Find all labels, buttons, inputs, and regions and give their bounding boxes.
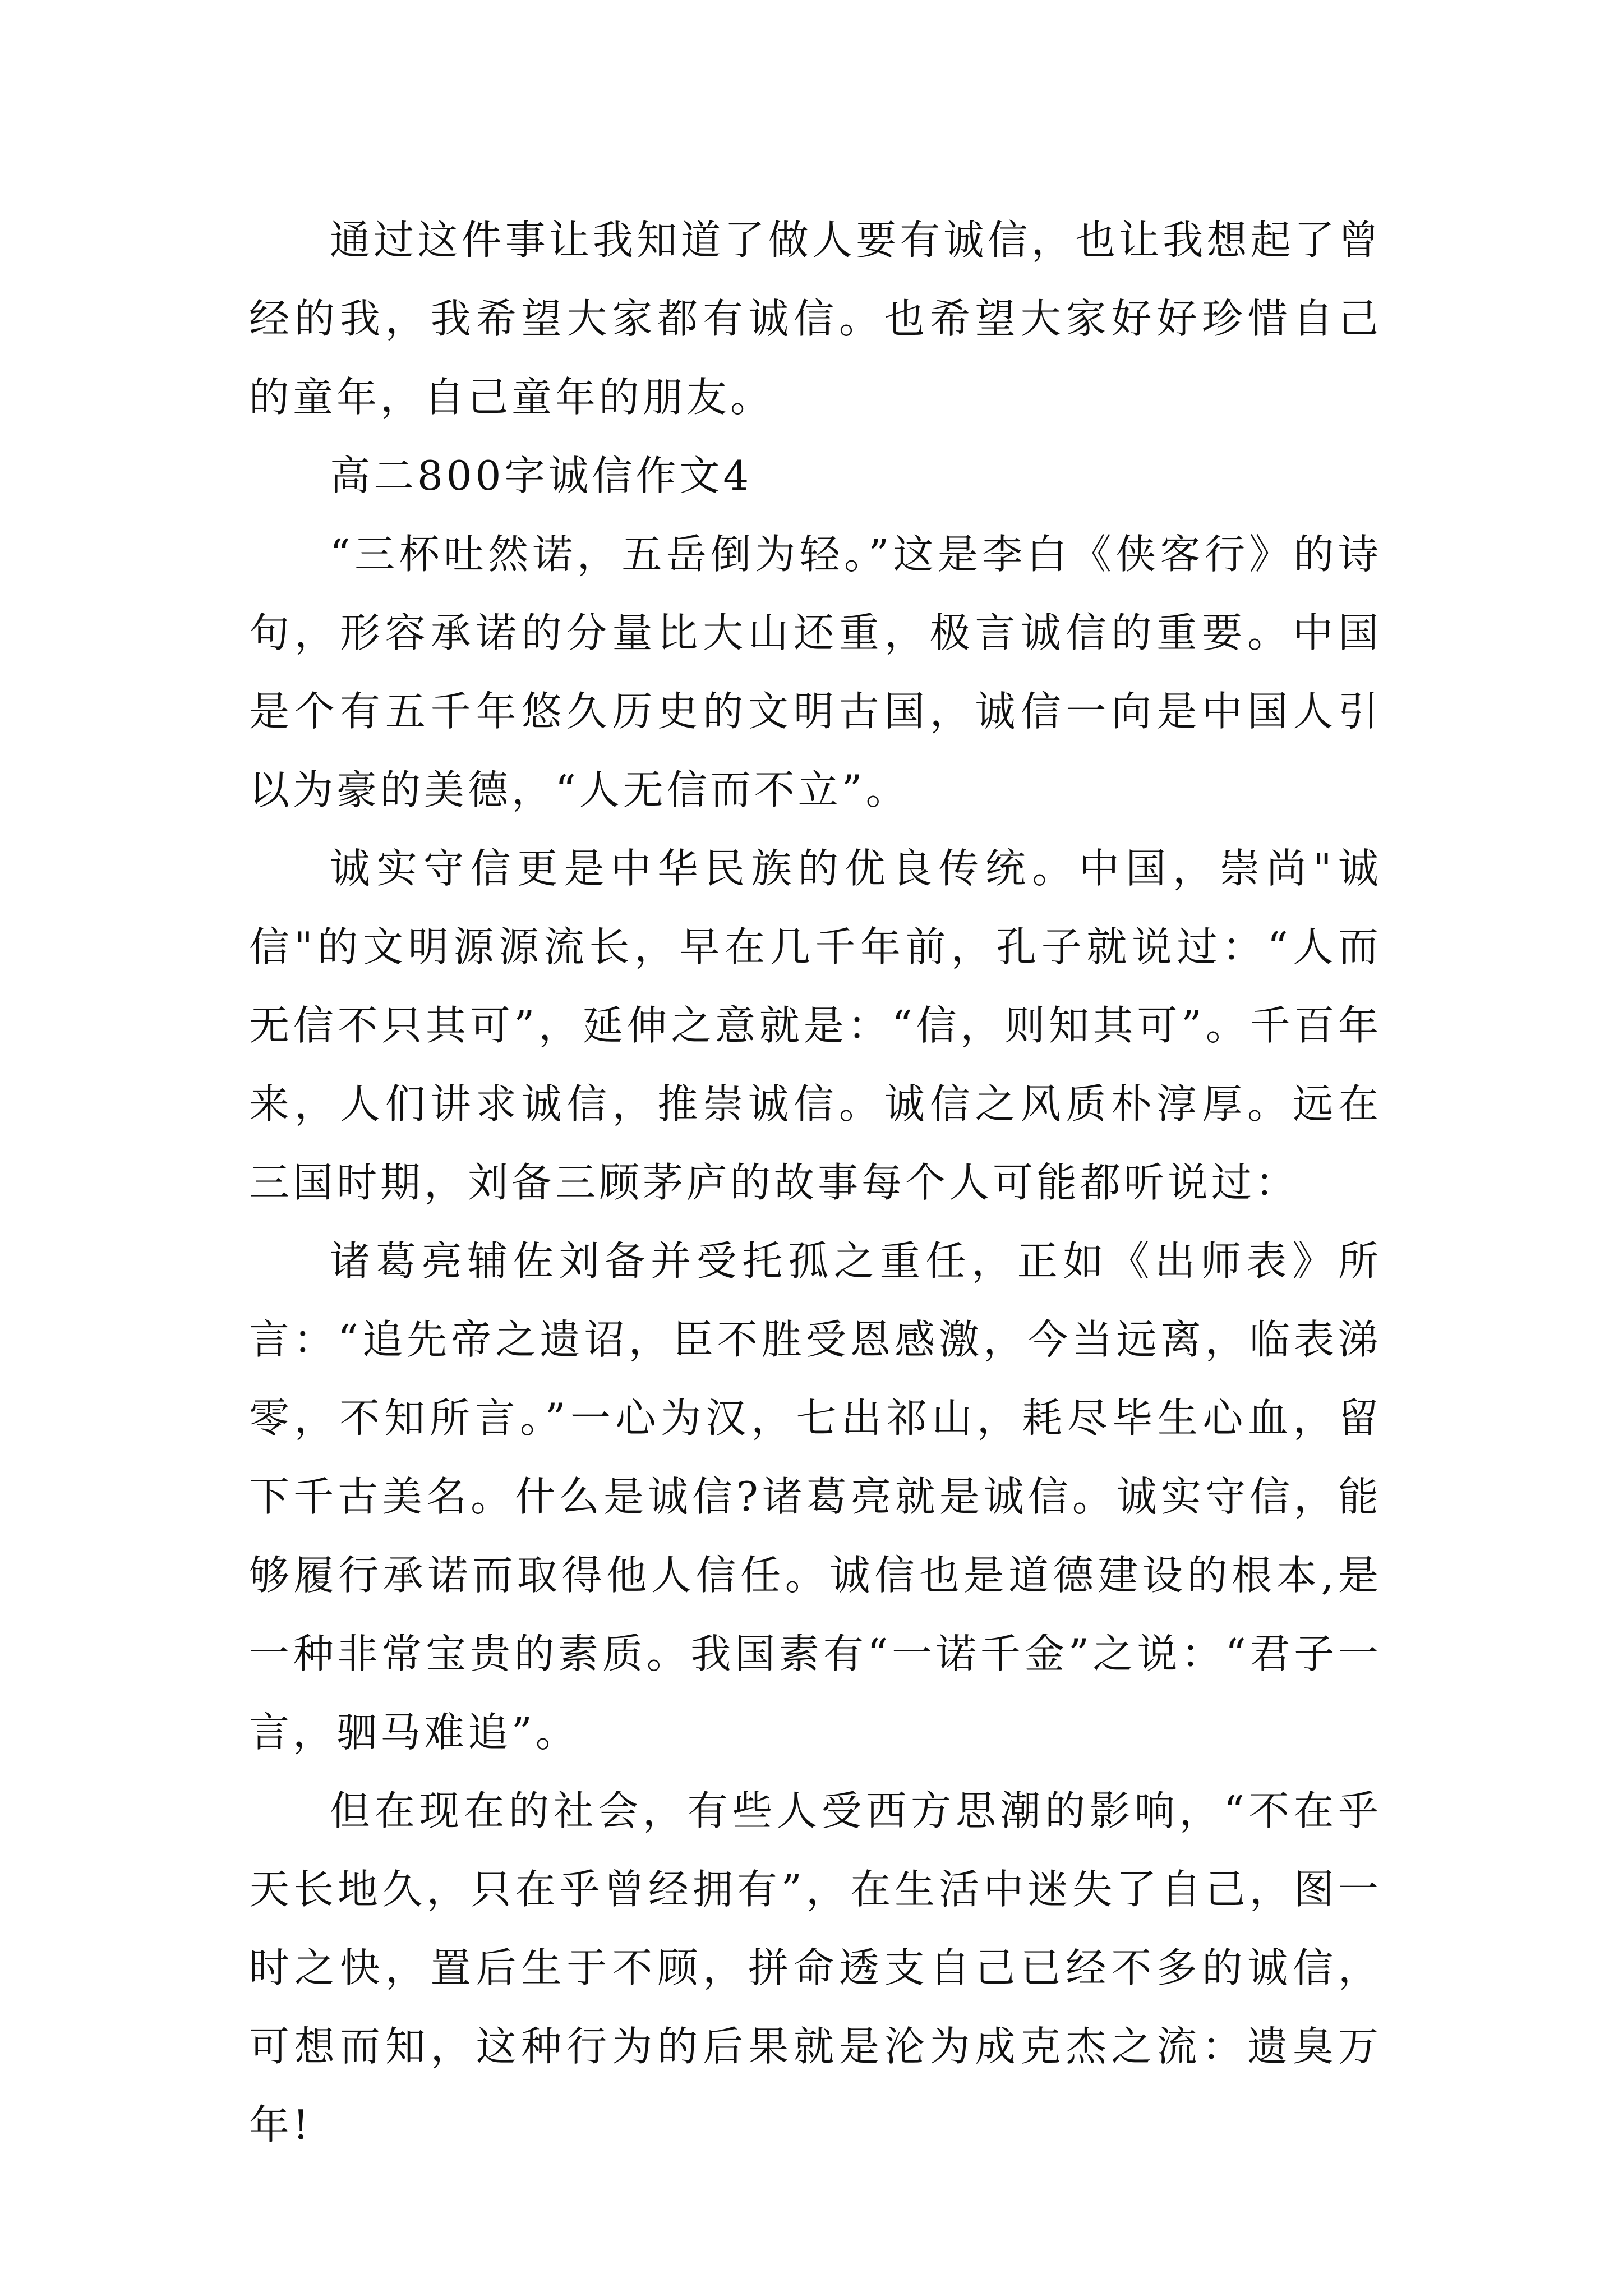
essay-heading: 高二800字诚信作文4 [330, 452, 753, 499]
paragraph-4: 诸葛亮辅佐刘备并受托孤之重任，正如《出师表》所言：“追先帝之遗诏，臣不胜受恩感激，今当远离，临表涕零，不知所言。”一心为汉，七出祁山，耗尽毕生心血，留下千古美名。什么是诚信?诸葛亮就是诚信。诚实守信，能够履行承诺而取得他人信任。诚信也是道德建设的根本,是一种非常宝贵的素质。我国素有“一诺千金”之说：“君子一言，驷马难追”。 [249, 1237, 1382, 1756]
paragraph-1: 通过这件事让我知道了做人要有诚信，也让我想起了曾经的我，我希望大家都有诚信。也希望大家好好珍惜自己的童年，自己童年的朋友。 [249, 217, 1382, 421]
paragraph-3: 诚实守信更是中华民族的优良传统。中国，崇尚"诚信"的文明源源流长，早在几千年前，孔子就说过：“人而无信不只其可”，延伸之意就是：“信，则知其可”。千百年来，人们讲求诚信，推崇诚信。诚信之风质朴淳厚。远在三国时期，刘备三顾茅庐的故事每个人可能都听说过： [249, 845, 1382, 1206]
paragraph-5: 但在现在的社会，有些人受西方思潮的影响，“不在乎天长地久，只在乎曾经拥有”，在生活中迷失了自己，图一时之快，置后生于不顾，拼命透支自己已经不多的诚信，可想而知，这种行为的后果就是沦为成克杰之流：遗臭万年! [249, 1787, 1382, 2148]
document-body [249, 201, 1382, 2164]
paragraph-2: “三杯吐然诺，五岳倒为轻。”这是李白《侠客行》的诗句，形容承诺的分量比大山还重，极言诚信的重要。中国是个有五千年悠久历史的文明古国，诚信一向是中国人引以为豪的美德，“人无信而不立”。 [249, 531, 1382, 813]
